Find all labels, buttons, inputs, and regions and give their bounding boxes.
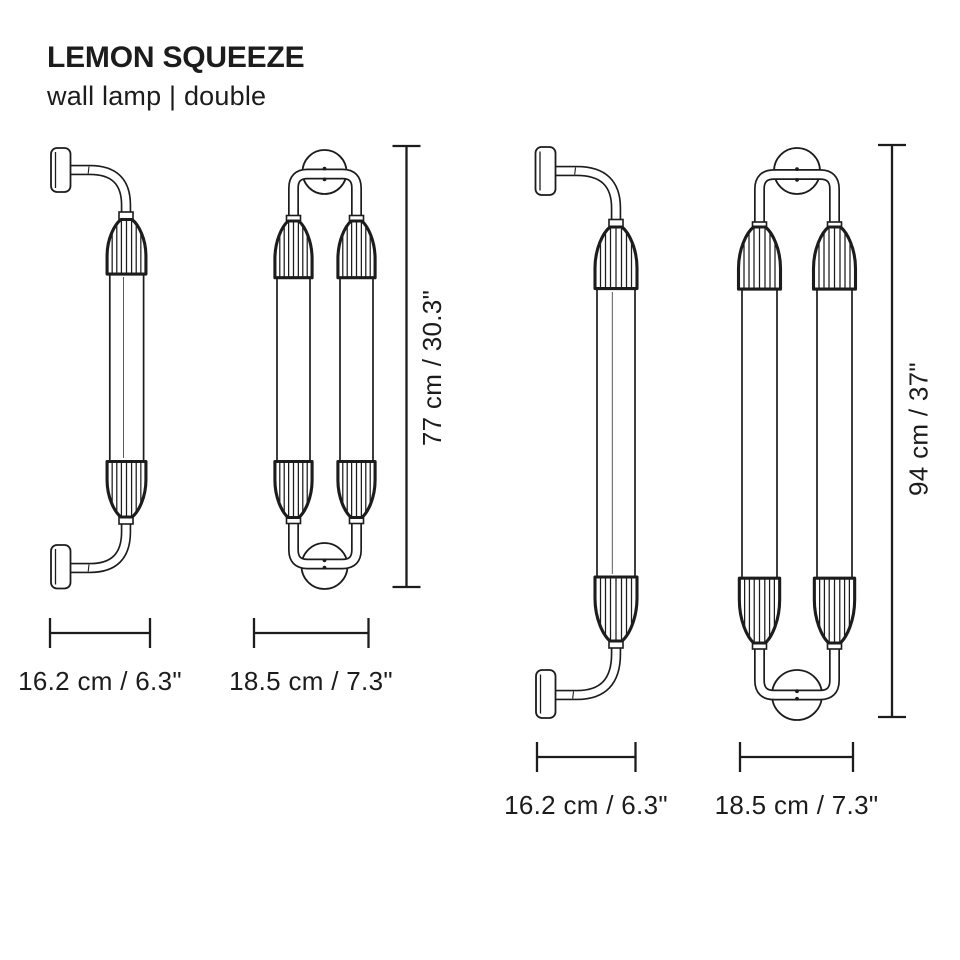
product-subtitle: wall lamp | double [47,81,267,111]
lamp-94-front-view [739,148,856,720]
mount-arm-top-inner [70,170,126,216]
width-label-77: 18.5 cm / 7.3" [229,666,393,696]
diffuser-cone-top [107,220,146,275]
glass-tube-right [340,278,373,462]
frame-screw [795,178,799,182]
frame-screw [795,689,799,693]
frame-screw [323,558,327,562]
diffuser-cone [814,227,856,289]
height-label-77: 77 cm / 30.3" [417,289,447,447]
dimension-height-94 [878,145,934,717]
frame-screw [323,566,327,570]
mount-arm-top-inner [555,171,616,224]
depth-label-77: 16.2 cm / 6.3" [18,666,182,696]
lamp-77-side-view [51,148,146,589]
diffuser-cone [739,578,779,643]
mount-arm-bottom-inner [70,522,126,568]
width-label-94: 18.5 cm / 7.3" [714,790,879,820]
mount-arm-bottom-inner [555,646,616,695]
dimension-width-77 [229,618,393,696]
diffuser-cone [814,578,854,643]
glass-tube-left [277,278,310,462]
diffuser-cone [275,462,312,518]
wall-plate-bottom [536,670,556,718]
diffuser-cone [275,221,312,278]
diffuser-cone-top [595,227,637,289]
wall-plate-top [536,147,556,195]
diffuser-cone-bottom [595,577,637,641]
glass-tube [110,274,144,462]
dimension-height-77 [393,146,448,587]
glass-tube-right [817,289,852,578]
product-name: LEMON SQUEEZE [47,41,305,74]
wall-plate-bottom [51,545,71,589]
diffuser-cone-bottom [107,461,146,517]
lamp-77-front-view [275,150,375,589]
wall-plate-top [51,148,71,192]
frame-screw [323,167,327,171]
frame-screw [323,178,327,182]
diffuser-cone [739,227,781,289]
frame-screw [795,697,799,701]
dimension-width-94 [715,742,879,820]
diffuser-cone [338,221,375,278]
glass-tube [597,289,635,577]
dimension-depth-77 [18,618,182,696]
dimension-depth-94 [504,742,668,820]
height-label-94: 94 cm / 37" [903,362,934,496]
diffuser-cone [338,462,375,518]
depth-label-94: 16.2 cm / 6.3" [504,790,668,820]
glass-tube-left [742,289,777,578]
frame-screw [795,167,799,171]
lamp-94-side-view [536,147,638,718]
